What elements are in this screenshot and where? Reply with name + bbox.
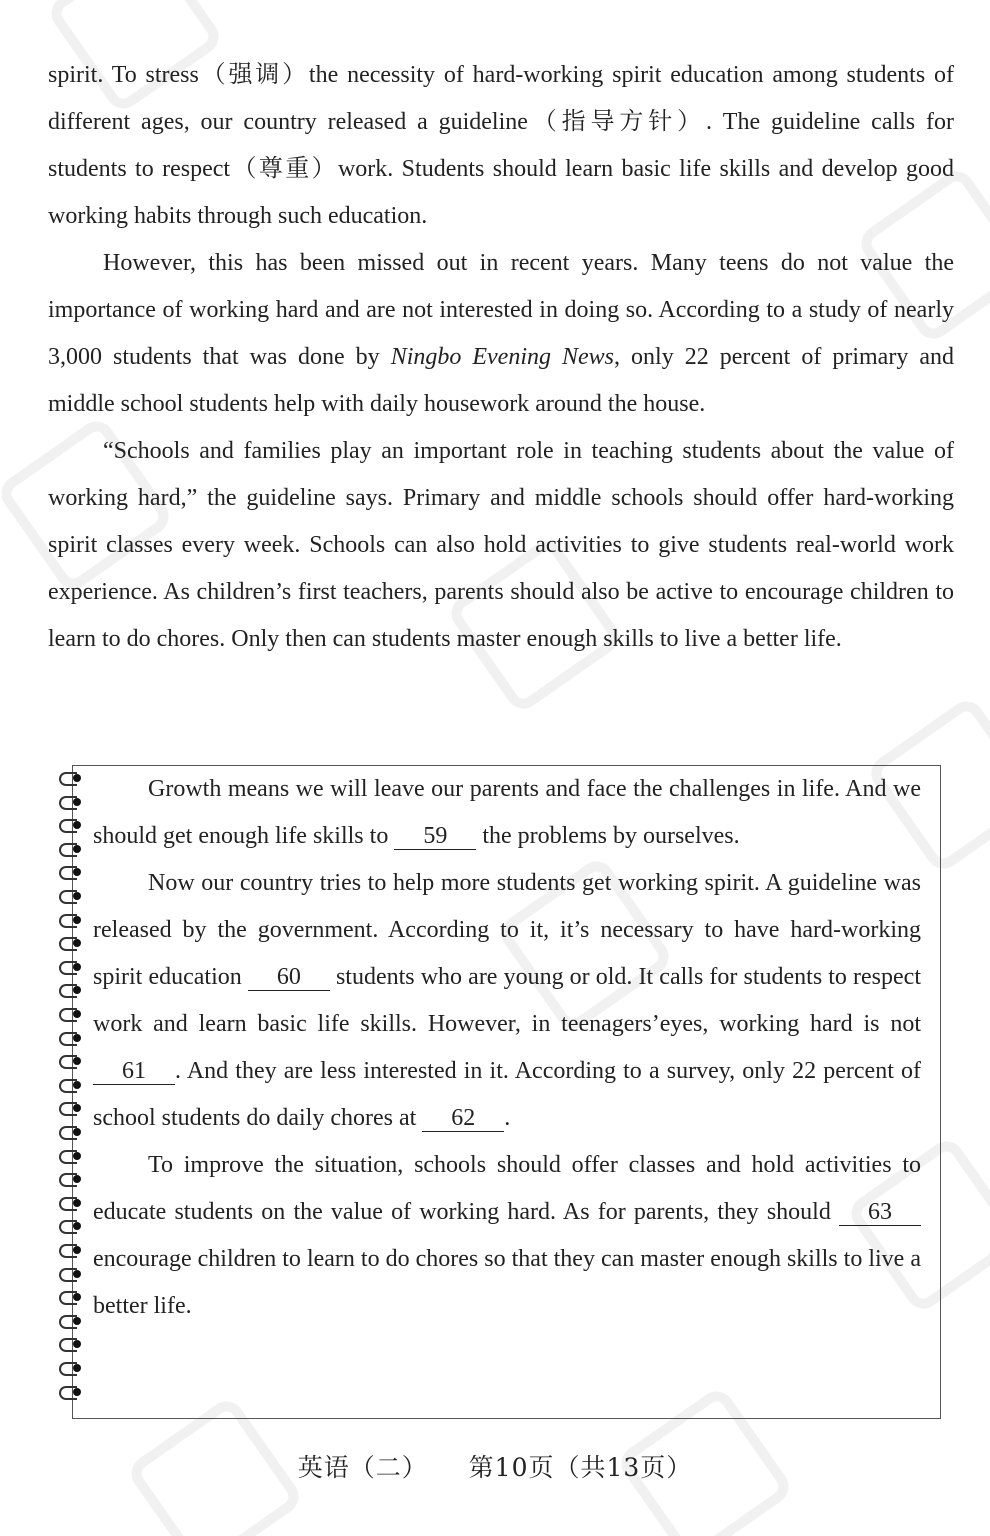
summary-text-segment: students who are young or old. It calls for students to respect work and learn basic life skills. However, in teenagers’eyes, working hard is not	[93, 964, 921, 1037]
page-footer	[0, 1448, 990, 1484]
coil-hole	[73, 1152, 81, 1160]
spiral-coil	[59, 1126, 85, 1138]
summary-text-segment: the problems by ourselves.	[476, 823, 740, 849]
coil-hole	[73, 1293, 81, 1301]
coil-hole	[73, 798, 81, 806]
coil-hole	[73, 1057, 81, 1065]
spiral-coil	[59, 1268, 85, 1280]
summary-text-segment: encourage children to learn to do chores so that they can master enough skills to live a better life.	[93, 1246, 921, 1319]
spiral-coil	[59, 866, 85, 878]
passage-text: However, this has been missed out in recent years. Many teens do not value the importance of working hard and are not interested in doing so. According to a study of nearly 3,000 students that was done by	[48, 250, 954, 370]
spiral-coil	[59, 890, 85, 902]
summary-box	[72, 765, 941, 1419]
summary-paragraph	[93, 1142, 921, 1330]
spiral-coil	[59, 772, 85, 784]
spiral-coil	[59, 1362, 85, 1374]
spiral-coil	[59, 937, 85, 949]
summary-text-segment: .	[504, 1105, 511, 1131]
spiral-coil	[59, 984, 85, 996]
spiral-coil	[59, 1244, 85, 1256]
spiral-coil	[59, 1338, 85, 1350]
coil-hole	[73, 1222, 81, 1230]
coil-hole	[73, 892, 81, 900]
spiral-coil	[59, 1197, 85, 1209]
spiral-coil	[59, 1150, 85, 1162]
spiral-coil	[59, 1079, 85, 1091]
reading-passage	[48, 52, 954, 663]
spiral-coil	[59, 1173, 85, 1185]
passage-paragraph	[48, 240, 954, 428]
spiral-coil	[59, 1008, 85, 1020]
coil-hole	[73, 1340, 81, 1348]
coil-hole	[73, 963, 81, 971]
blank-60[interactable]: 60	[248, 964, 330, 991]
coil-hole	[73, 1270, 81, 1278]
coil-hole	[73, 868, 81, 876]
coil-hole	[73, 821, 81, 829]
spiral-coil	[59, 1386, 85, 1398]
coil-hole	[73, 939, 81, 947]
coil-hole	[73, 1364, 81, 1372]
spiral-coil	[59, 843, 85, 855]
blank-59[interactable]: 59	[394, 823, 476, 850]
coil-hole	[73, 774, 81, 782]
summary-text-segment: Growth means we will leave our parents and face the challenges in life. And we should get enough life skills to	[93, 776, 921, 849]
spiral-coil	[59, 1220, 85, 1232]
blank-61[interactable]: 61	[93, 1058, 175, 1085]
footer-subject: 英语（二）	[297, 1453, 428, 1482]
passage-paragraph: “Schools and families play an important role in teaching students about the value of working hard,” the guideline says. Primary and middle schools should offer hard-working spirit classes every week. Schools can also hold activities to give students real-world work experience. As children’s first teachers, parents should also be active to encourage children to learn to do chores. Only then can students master enough skills to live a better life.	[48, 438, 954, 652]
footer-page-info: 第10页（共13页）	[468, 1453, 693, 1482]
summary-paragraph	[93, 860, 921, 1142]
blank-63[interactable]: 63	[839, 1199, 921, 1226]
coil-hole	[73, 1199, 81, 1207]
blank-62[interactable]: 62	[422, 1105, 504, 1132]
coil-hole	[73, 1010, 81, 1018]
coil-hole	[73, 845, 81, 853]
spiral-coil	[59, 1291, 85, 1303]
summary-paragraph	[93, 766, 921, 860]
spiral-coil	[59, 1032, 85, 1044]
spiral-coil	[59, 1055, 85, 1067]
coil-hole	[73, 1034, 81, 1042]
spiral-coil	[59, 1102, 85, 1114]
summary-text-segment: Now our country tries to help more students get working spirit. A guideline was released by the government. According to it, it’s necessary to have hard-working spirit education	[93, 870, 921, 990]
coil-hole	[73, 1081, 81, 1089]
summary-text	[93, 766, 921, 1330]
newspaper-name: Ningbo Evening News	[390, 344, 615, 370]
notebook-spiral	[59, 772, 89, 1412]
spiral-coil	[59, 1315, 85, 1327]
coil-hole	[73, 1246, 81, 1254]
coil-hole	[73, 1388, 81, 1396]
spiral-coil	[59, 961, 85, 973]
passage-text: , only 22 percent of primary and middle school students help with daily housework around the house.	[48, 344, 954, 417]
coil-hole	[73, 1317, 81, 1325]
coil-hole	[73, 1104, 81, 1112]
spiral-coil	[59, 819, 85, 831]
coil-hole	[73, 916, 81, 924]
summary-text-segment: To improve the situation, schools should offer classes and hold activities to educate students on the value of working hard. As for parents, they should	[93, 1152, 921, 1225]
spiral-coil	[59, 914, 85, 926]
coil-hole	[73, 986, 81, 994]
summary-text-segment: . And they are less interested in it. According to a survey, only 22 percent of school students do daily chores at	[93, 1058, 921, 1131]
coil-hole	[73, 1175, 81, 1183]
coil-hole	[73, 1128, 81, 1136]
passage-paragraph: spirit. To stress（强调）the necessity of hard-working spirit education among students of different ages, our country released a guideline（指导方针）. The guideline calls for students to respect（尊重）work. Students should learn basic life skills and develop good working habits through such education.	[48, 62, 954, 229]
spiral-coil	[59, 796, 85, 808]
